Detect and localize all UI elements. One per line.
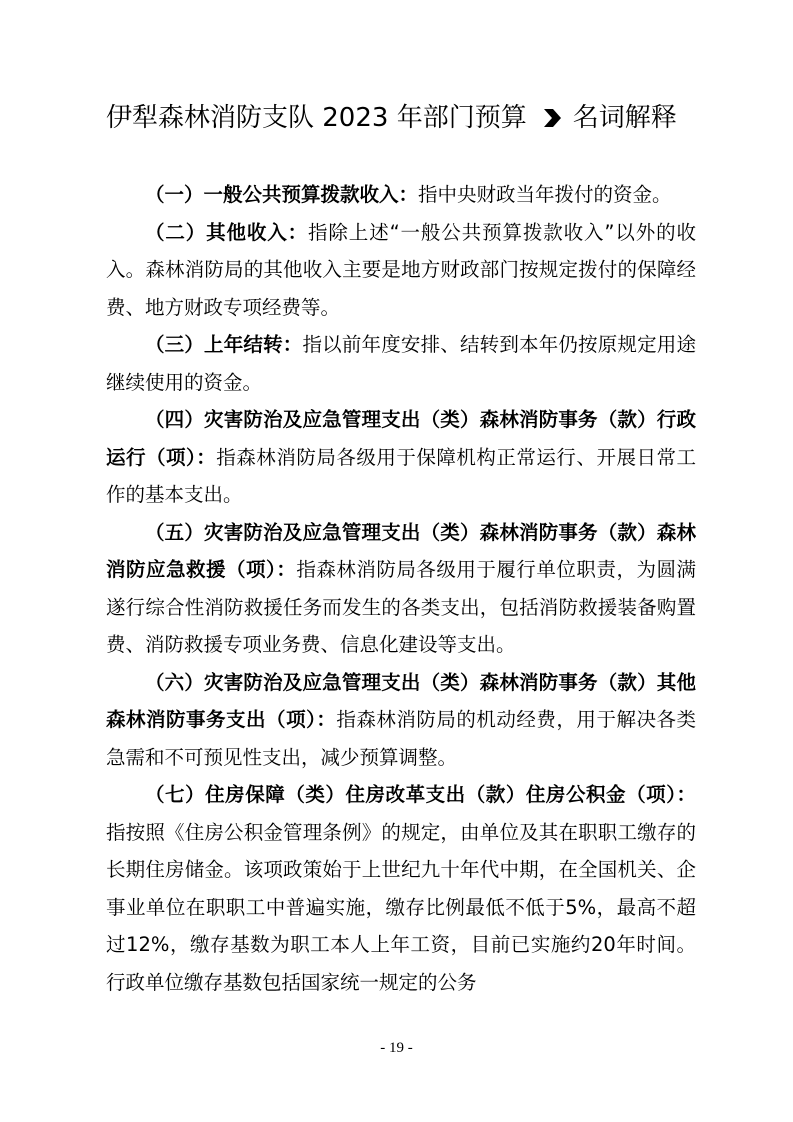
term-label: （四）灾害防治及应急管理支出（类）森林消防事务（款）行政运行（项）： [106, 408, 696, 469]
term-definition: 指中央财政当年拨付的资金。 [418, 183, 672, 206]
paragraph-6 [106, 664, 696, 777]
document-body [106, 176, 696, 1001]
paragraph-7 [106, 776, 696, 1001]
paragraph-4 [106, 401, 696, 514]
term-label: （一）一般公共预算拨款收入： [145, 183, 419, 206]
page-header [106, 98, 677, 138]
paragraph-1 [106, 176, 696, 214]
paragraph-3 [106, 326, 696, 401]
term-definition: 指按照《住房公积金管理条例》的规定，由单位及其在职职工缴存的长期住房储金。该项政策始于上世纪九十年代中期，在全国机关、企事业单位在职职工中普遍实施，缴存比例最低不低于5%，最高不超过12%，缴存基数为职工本人上年工资，目前已实施约20年时间。行政单位缴存基数包括国家统一规定的公务 [106, 820, 696, 994]
document-title: 伊犁森林消防支队 2023 年部门预算 [106, 103, 527, 133]
term-definition: 指以前年度安排、结转到本年仍按原规定用途继续使用的资金。 [106, 333, 696, 394]
page-number: - 19 - [380, 1040, 413, 1056]
paragraph-5 [106, 514, 696, 664]
term-label: （二）其他收入： [145, 220, 309, 244]
term-definition: 指森林消防局的机动经费，用于解决各类急需和不可预见性支出，减少预算调整。 [106, 708, 696, 769]
term-label: （六）灾害防治及应急管理支出（类）森林消防事务（款）其他森林消防事务支出（项）： [106, 670, 696, 731]
term-definition: 指森林消防局各级用于保障机构正常运行、开展日常工作的基本支出。 [106, 445, 696, 506]
term-label: （三）上年结转： [145, 333, 303, 356]
paragraph-2 [106, 214, 696, 327]
section-title: 名词解释 [572, 103, 677, 133]
term-definition: 指除上述“一般公共预算拨款收入”以外的收入。森林消防局的其他收入主要是地方财政部门按规定拨付的保障经费、地方财政专项经费等。 [106, 220, 696, 319]
term-definition: 指森林消防局各级用于履行单位职责，为圆满遂行综合性消防救援任务而发生的各类支出，包括消防救援装备购置费、消防救援专项业务费、信息化建设等支出。 [106, 558, 696, 656]
term-label: （五）灾害防治及应急管理支出（类）森林消防事务（款）森林消防应急救援（项）： [106, 520, 696, 581]
term-label: （七）住房保障（类）住房改革支出（款）住房公积金（项）： [145, 783, 696, 806]
chevron-right-icon [541, 107, 563, 129]
